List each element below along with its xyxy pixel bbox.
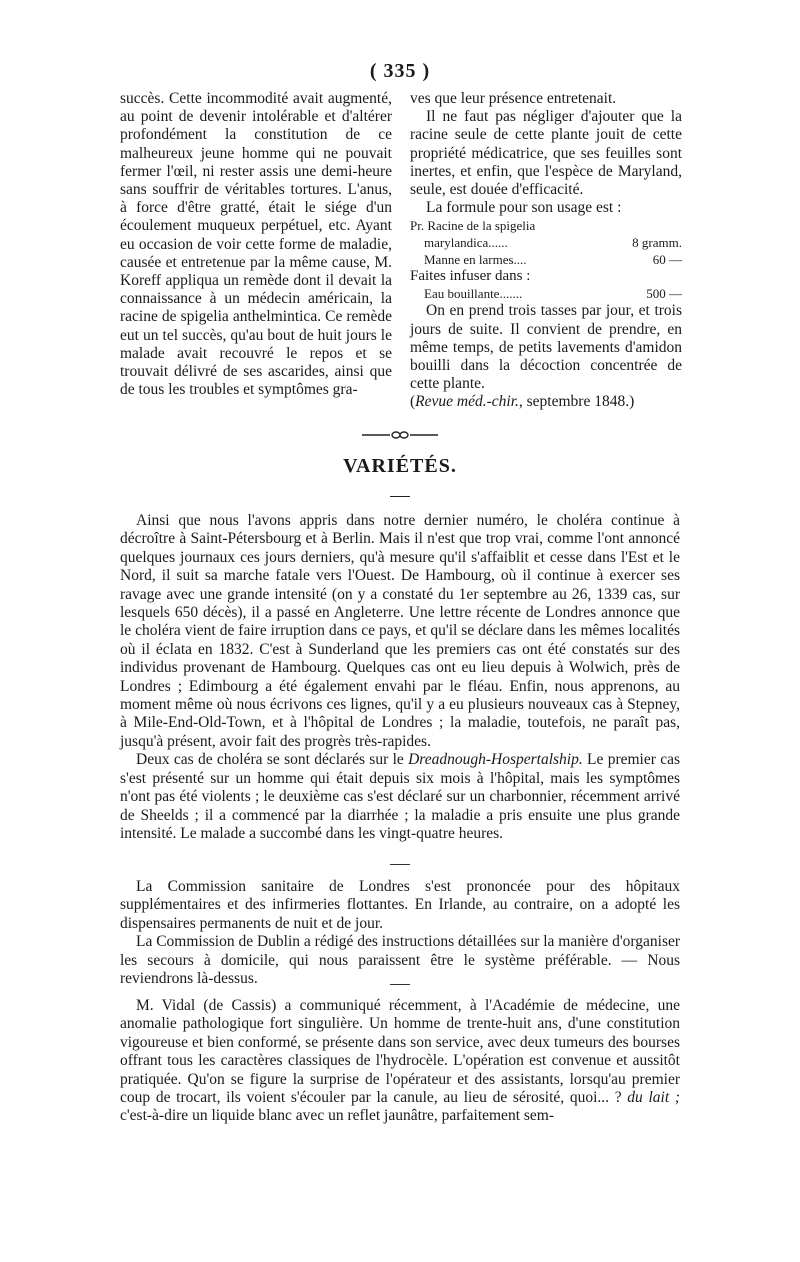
- right-column: [410, 90, 682, 412]
- recipe-line-2: marylandica...... 8 gramm.: [424, 235, 682, 251]
- varietes-block-3: [120, 997, 680, 1126]
- heading-dash: [390, 496, 410, 497]
- right-paragraph-4: On en prend trois tasses par jour, et trois jours de suite. Il convient de prendre, en même temps, de petits lavements d'amidon bouilli dans la décoction concentrée de cette plante.: [410, 302, 682, 393]
- right-paragraph-1: ves que leur présence entretenait.: [410, 90, 617, 107]
- recipe-line-4: Faites infuser dans :: [410, 268, 531, 285]
- recipe-line-5: Eau bouillante....... 500 —: [424, 286, 682, 302]
- varietes-paragraph-2: Deux cas de choléra se sont déclarés sur le Dreadnough-Hospertalship. Le premier cas s'est présenté sur un homme qui était depuis six mois à l'hôpital, mais les symptômes n'ont pas été violents ; le deuxième cas s'est déclaré sur un charbonnier, récemment arrivé de Sheelds ; il a commencé par la diarrhée ; la maladie a pris ensuite une plus grande intensité. Le malade a succombé dans les vingt-quatre heures.: [120, 751, 680, 842]
- milk-phrase: du lait ;: [627, 1089, 680, 1107]
- separator-1: [390, 864, 410, 865]
- varietes-paragraph-3: La Commission sanitaire de Londres s'est prononcée pour des hôpitaux supplémentaires et des infirmeries flottantes. En Irlande, au contraire, on a adopté les dispensaires permanents de nuit et de jour.: [120, 878, 680, 932]
- recipe-line-3: Manne en larmes.... 60 —: [424, 252, 682, 268]
- separator-2: [390, 984, 410, 985]
- section-heading: VARIÉTÉS.: [343, 455, 457, 477]
- right-paragraph-3: La formule pour son usage est :: [426, 199, 622, 217]
- varietes-block-1: [120, 512, 680, 843]
- ornament-divider-icon: [360, 430, 440, 440]
- recipe-line-1: Pr. Racine de la spigelia: [410, 218, 536, 234]
- page-number: ( 335 ): [369, 60, 431, 82]
- citation-source: Revue méd.-chir.: [415, 393, 519, 411]
- varietes-block-2: [120, 878, 680, 988]
- varietes-paragraph-1: Ainsi que nous l'avons appris dans notre dernier numéro, le choléra continue à décroître à Saint-Pétersbourg et à Berlin. Mais il n'est que trop vrai, comme l'ont annoncé quelques journaux ces jours derniers, qu'à mesure qu'il s'affaiblit et cesse dans l'Est et le Nord, il suit sa marche fatale vers l'Ouest. De Hambourg, où il continue à exercer ses ravage avec une grande intensité (on y a constaté du 1er septembre au 26, 1339 cas, sur lesquels 650 décès), il a passé en Angleterre. Une lettre récente de Londres annonce que le choléra vient de faire irruption dans ce pays, et qu'il se déclare dans les mêmes localités où il éclata en 1832. C'est à Sunderland que les premiers cas ont été constatés sur des individus provenant de Hambourg. Quelques cas ont eu lieu depuis à Wolwich, près de Londres ; Edimbourg a été également envahi par le fléau. Enfin, nous apprenons, au moment même où nous écrivons ces lignes, qu'il y a eu plusieurs nouveaux cas à Stepney, à Mile-End-Old-Town, et à l'hôpital de Londres ; la maladie, toutefois, ne paraît pas, jusqu'à présent, avoir fait des progrès très-rapides.: [120, 512, 680, 750]
- right-paragraph-2: Il ne faut pas négliger d'ajouter que la racine seule de cette plante jouit de cette propriété médicatrice, que ses feuilles sont inertes, et enfin, que l'espèce de Maryland, seule, est douée d'efficacité.: [410, 108, 682, 199]
- ship-name: Dreadnough-Hospertalship.: [408, 751, 583, 769]
- varietes-paragraph-5: M. Vidal (de Cassis) a communiqué récemment, à l'Académie de médecine, une anomalie pathologique fort singulière. Un homme de trente-huit ans, d'une constitution vigoureuse et bien conformé, se présente dans son service, avec deux tumeurs des bourses offrant tous les caractères classiques de l'hydrocèle. L'opération est convenue et aussitôt pratiquée. Qu'on se figure la surprise de l'opérateur et des assistants, lorsqu'au premier coup de trocart, ils voient s'écouler par la canule, au lieu de sérosité, quoi... ? du lait ; c'est-à-dire un liquide blanc avec un reflet jaunâtre, parfaitement sem-: [120, 997, 680, 1125]
- recipe: [410, 217, 682, 302]
- citation-date: , septembre 1848.): [518, 393, 635, 411]
- left-column: [120, 90, 392, 399]
- left-paragraph: succès. Cette incommodité avait augmenté, au point de devenir intolérable et d'altérer profondément la constitution de ce malheureux jeune homme qui ne pouvait fermer l'œil, ni rester assis une demi-heure sans souffrir de véritables tortures. L'anus, à force d'être gratté, était le siége d'un écoulement muqueux perpétuel, etc. Ayant eu occasion de voir cette forme de maladie, causée et entretenue par la même cause, M. Koreff appliqua un remède dont il devait la connaissance à un médecin américain, la racine de spigelia anthelmintica. Ce remède eut un tel succès, qu'au bout de huit jours le malade avait recouvré le repos et se trouvait délivré de ses ascarides, ainsi que de tous les troubles et symptômes gra-: [120, 90, 392, 399]
- varietes-paragraph-4: La Commission de Dublin a rédigé des instructions détaillées sur la manière d'organiser les secours à domicile, qui nous paraissent être le système préférable. — Nous reviendrons là-dessus.: [120, 933, 681, 988]
- citation: (Revue méd.-chir., septembre 1848.): [410, 393, 635, 411]
